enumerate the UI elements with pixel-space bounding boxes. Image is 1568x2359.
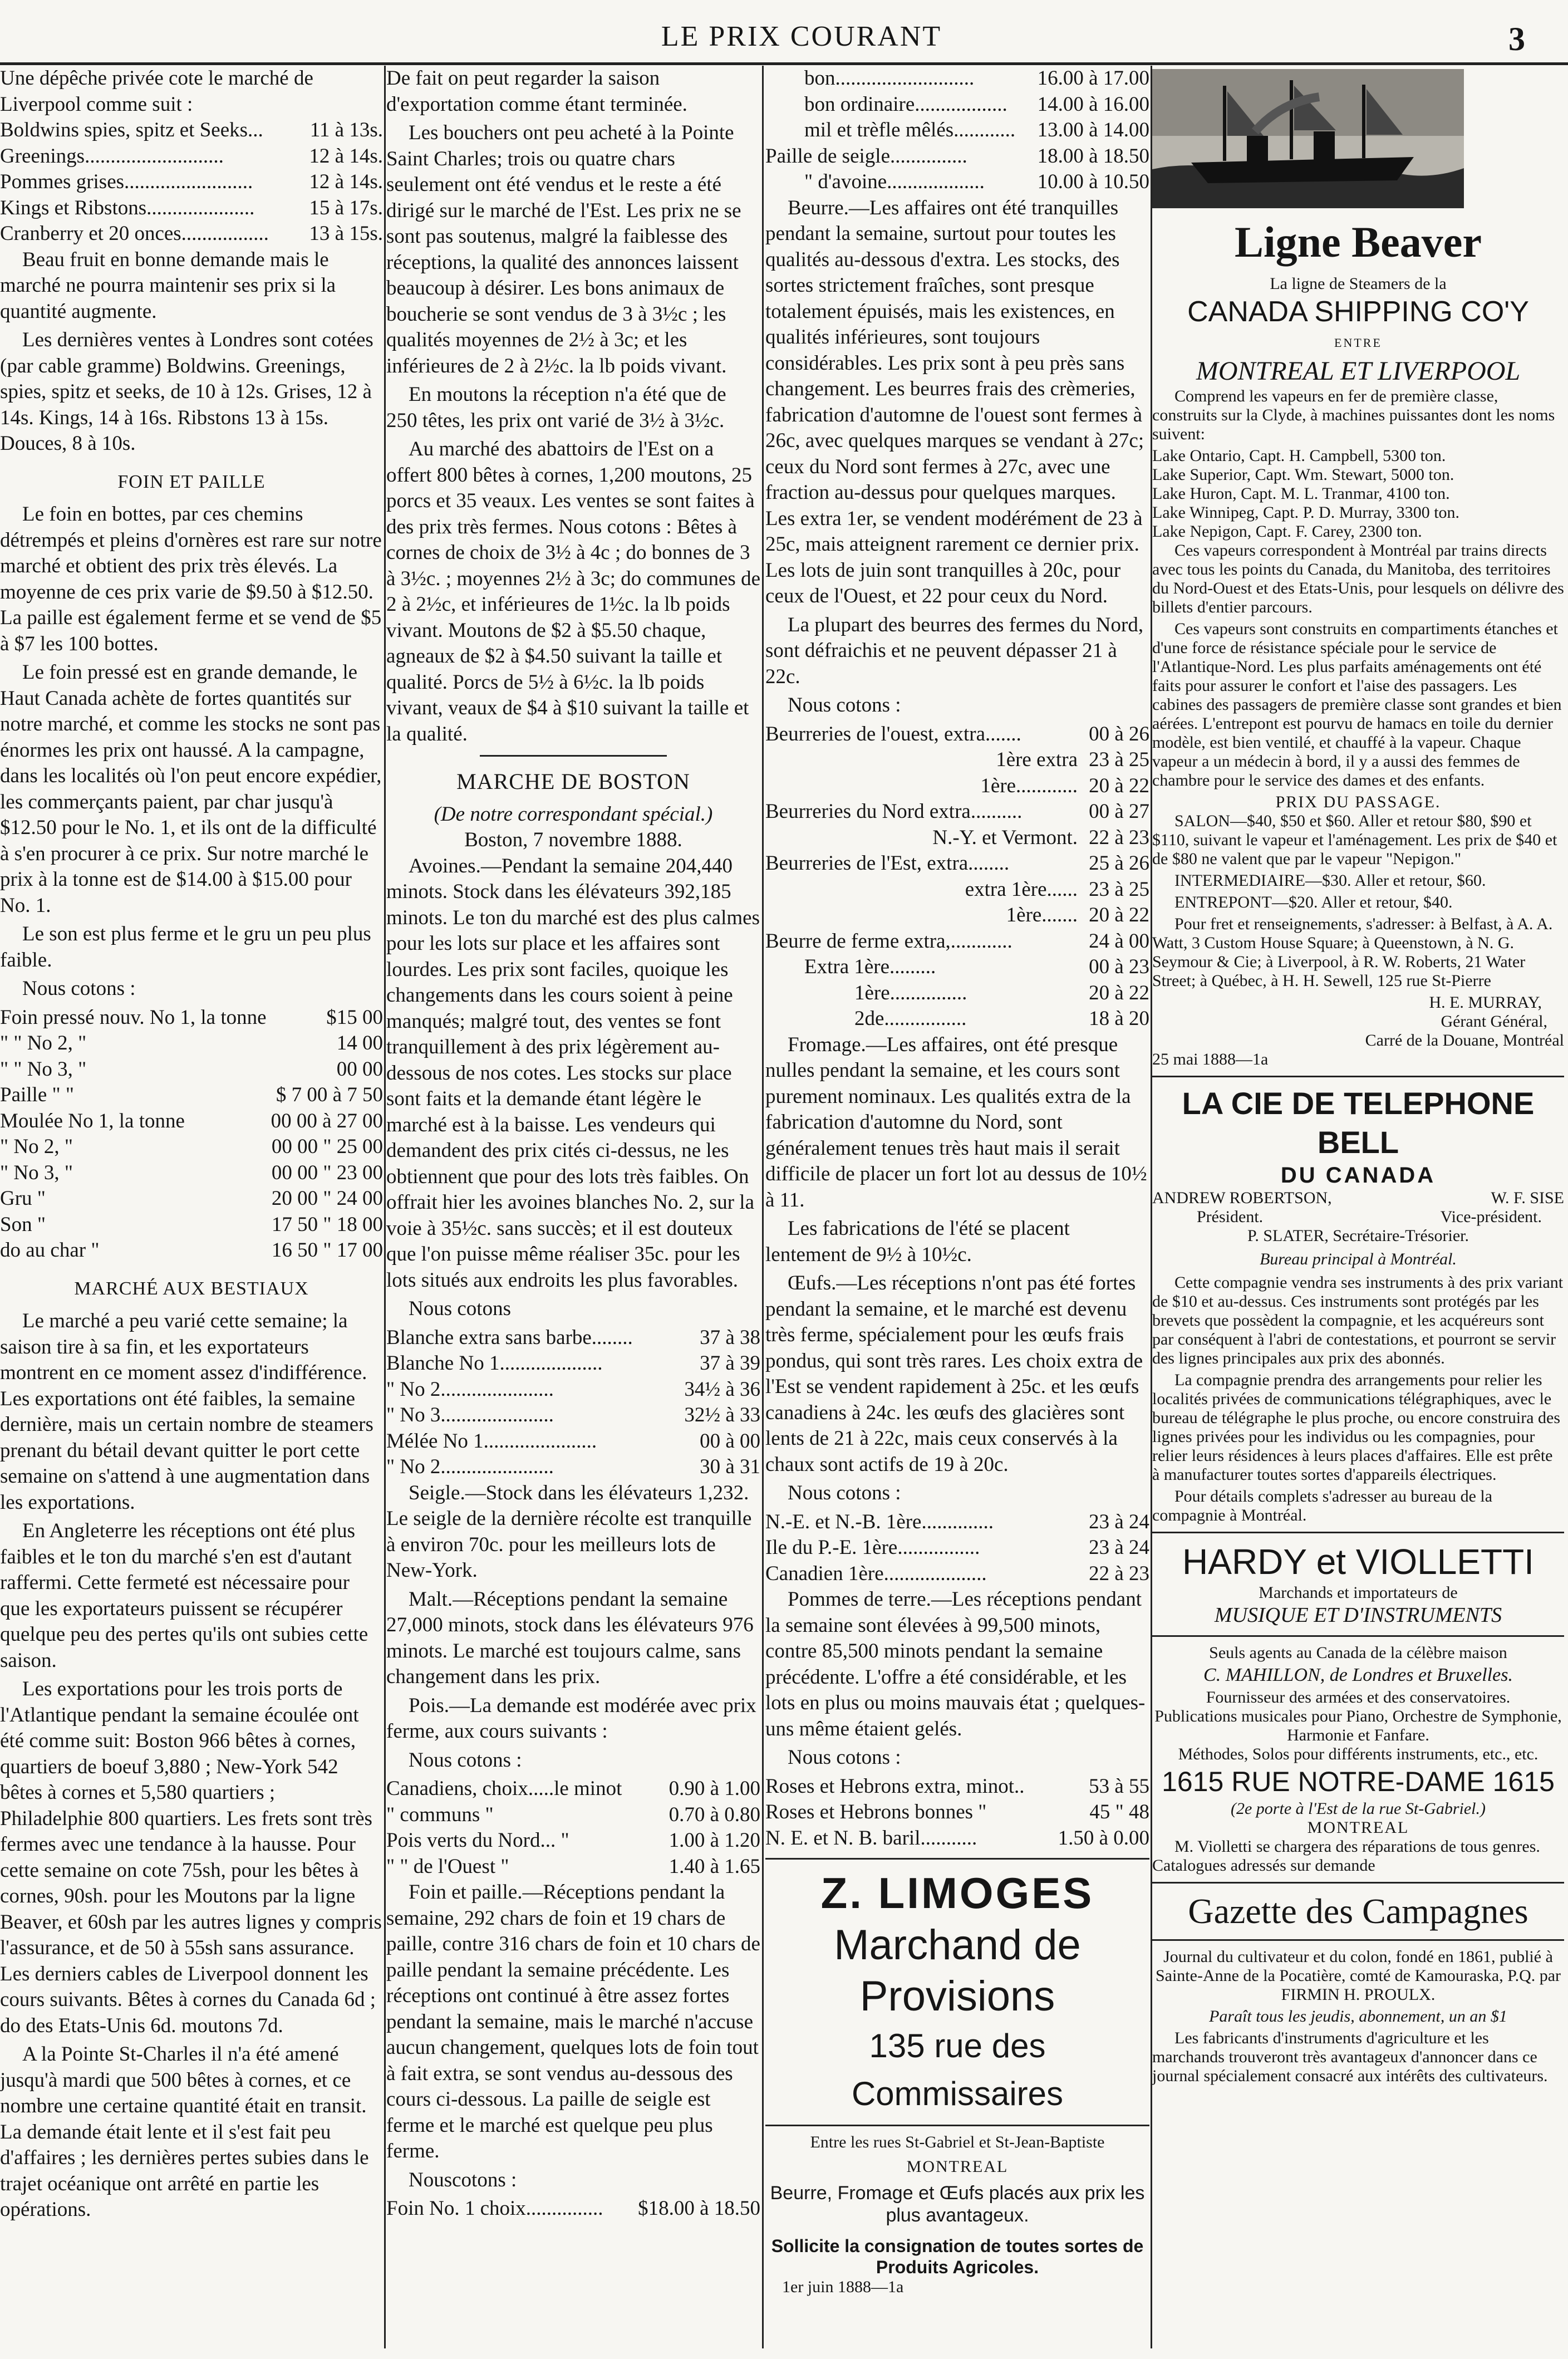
table-row xyxy=(0,1082,383,1109)
item-price: 1.50 à 0.00 xyxy=(1058,1826,1149,1850)
list-item: Lake Nepigon, Capt. F. Carey, 2300 ton. xyxy=(1152,522,1422,541)
item-price: $15 00 xyxy=(326,1006,383,1029)
item-label: 1ère............... xyxy=(854,981,967,1004)
divider xyxy=(1152,1635,1564,1637)
paragraph: Ces vapeurs correspondent à Montréal par trains directs avec tous les points du Canada, du Manitoba, des territoires du Nord-Ouest et des Etats-Unis, pour lesquels on délivre des billets d'entier parcours. xyxy=(1152,541,1564,616)
ad-city: MONTREAL xyxy=(906,2157,1009,2176)
paragraph: Fromage.—Les affaires, ont été presque nulles pendant la semaine, et les cours sont purement nominaux. Les qualités extra de la fabrication d'automne du Nord, sont généralement tenues très haut mais il serait difficile de placer un fort lot au dessus de 10½ à 11. xyxy=(765,1033,1147,1212)
hv-publications: Publications musicales pour Piano, Orchestre de Symphonie, Harmonie et Fanfare. xyxy=(1154,1707,1562,1744)
table-row xyxy=(386,1377,760,1403)
intro-line: Une dépêche privée cote le marché de xyxy=(0,67,313,90)
divider xyxy=(1152,1939,1564,1941)
paragraph: Foin et paille.—Réceptions pendant la semaine, 292 chars de foin et 19 chars de paille, contre 316 chars de foin et 10 chars de paille pendant la semaine précédente. Les réceptions ont continué à être assez fortes pendant la semaine, mais le marché n'accuse aucun changement, quelques lots de foin tout à fait extra, se sont vendus au-dessous des cours ci-dessous. La paille de seigle est ferme et le marché est quelque peu plus ferme. xyxy=(386,1881,760,2162)
table-row xyxy=(0,1160,383,1186)
item-label: Canadien 1ère.................... xyxy=(765,1562,987,1585)
item-label: N.-E. et N.-B. 1ère.............. xyxy=(765,1510,994,1533)
item-price: 1.40 à 1.65 xyxy=(669,1855,760,1878)
table-row xyxy=(386,1351,760,1377)
item-price: 00 à 27 xyxy=(1089,800,1149,823)
hv-music: MUSIQUE ET D'INSTRUMENTS xyxy=(1214,1603,1502,1627)
item-price: 30 à 31 xyxy=(700,1455,760,1478)
telephone-subtitle: DU CANADA xyxy=(1280,1163,1436,1188)
paragraph: Beurre.—Les affaires ont été tranquilles pendant la semaine, surtout pour toutes les qualités au-dessous d'extra. Les stocks, des sortes strictement fraîches, sont presque totalement épuisés, mais les existences, en qualités inférieures, sont toujours considérables. Les prix sont à peu près sans changement. Les beurres frais des crèmeries, fabrication d'automne de l'ouest sont fermes à 26c, avec quelques marques se vendant à 27c; ceux du Nord sont fermes à 27c, avec une fraction au-dessus pour quelques marques. Les extra 1er, se vendent modérément de 23 à 25c, mais atteignent rarement ce dernier prix. Les lots de juin sont tranquilles à 20c, pour ceux de l'Ouest, et 22 pour ceux du Nord. xyxy=(765,196,1144,607)
table-row xyxy=(0,144,383,170)
paragraph: Beau fruit en bonne demande mais le marché ne pourra maintenir ses prix si la quantité augmente. xyxy=(0,248,336,323)
item-label: Greenings........................... xyxy=(0,144,224,168)
quote-intro: Nouscotons : xyxy=(409,2168,517,2191)
paragraph: En Angleterre les réceptions ont été plus faibles et le ton du marché s'en est d'autant raffermi. Cette fermeté est nécessaire pour que les exportateurs puissent se récupérer quelque peu des pertes qu'ils ont subies cette saison. xyxy=(0,1519,368,1672)
hay-boston-table xyxy=(765,66,1149,195)
item-price: 45 " 48 xyxy=(1089,1801,1149,1823)
table-row xyxy=(386,1854,760,1880)
table-row xyxy=(765,1774,1149,1800)
signature-name: H. E. MURRAY, xyxy=(1429,993,1542,1012)
officer-name: W. F. SISE xyxy=(1491,1189,1564,1207)
page-number: 3 xyxy=(1508,21,1525,57)
item-price: $ 7 00 à 7 50 xyxy=(276,1083,383,1106)
item-label: " No 2...................... xyxy=(386,1455,554,1478)
item-label: Pois verts du Nord... " xyxy=(386,1829,569,1852)
table-row xyxy=(386,1776,760,1802)
table-row xyxy=(765,1535,1149,1561)
item-price: 17 50 " 18 00 xyxy=(271,1213,383,1236)
paragraph: Les exportations pour les trois ports de l'Atlantique pendant la semaine écoulée ont été comme suit: Boston 966 bêtes à cornes, quartiers de boeuf 3,880 ; New-York 542 bêtes à cornes et 5,580 quartiers ; Philadelphie 800 quartiers. Les frets sont très fermes avec une tendance à la hausse. Pour cette semaine on cote 75sh, pour les bêtes à cornes, 90sh. pour les Moutons par la ligne Beaver, et 60sh par les autres lignes y compris l'assurance, et de 50 à 55sh sans assurance. Les derniers cables de Liverpool donnent les cours suivants. Bêtes à cornes du Canada 6d ; do des Etats-Unis 6d. moutons 7d. xyxy=(0,1678,382,2037)
peas-price-table xyxy=(386,1776,760,1880)
item-price: 37 à 39 xyxy=(700,1352,760,1375)
quote-intro: Nous cotons : xyxy=(409,1748,522,1772)
steamship-illustration xyxy=(1152,69,1464,208)
list-item: Lake Superior, Capt. Wm. Stewart, 5000 ton. xyxy=(1152,465,1454,484)
item-price: 14.00 à 16.00 xyxy=(1037,92,1149,116)
column-divider xyxy=(384,66,386,2348)
item-label: do au char " xyxy=(0,1239,100,1262)
quote-intro: Nous cotons : xyxy=(22,977,136,1000)
quote-intro: Nous cotons : xyxy=(788,694,901,717)
item-price: 18 à 20 xyxy=(1089,1007,1149,1030)
item-price: 22 à 23 xyxy=(1089,1562,1149,1585)
paragraph: Les dernières ventes à Londres sont cotées (par cable gramme) Boldwins. Greenings, spies, spitz et seeks, de 10 à 12s. Grises, 12 à 14s. Kings, 14 à 16s. Ribstons 13 à 15s. Douces, 8 à 10s. xyxy=(0,328,373,455)
paragraph: INTERMEDIAIRE—$30. Aller et retour, $60. xyxy=(1174,871,1486,890)
item-price: 15 à 17s. xyxy=(309,196,383,219)
signature-title: Gérant Général, xyxy=(1441,1012,1547,1031)
item-label: Boldwins spies, spitz et Seeks... xyxy=(0,119,263,141)
item-label: " " de l'Ouest " xyxy=(386,1855,509,1878)
divider xyxy=(1152,1532,1564,1533)
hv-maker: C. MAHILLON, de Londres et Bruxelles. xyxy=(1203,1664,1513,1685)
head-office: Bureau principal à Montréal. xyxy=(1260,1250,1457,1268)
signature-date: 25 mai 1888—1a xyxy=(1152,1050,1269,1068)
item-label: Foin pressé nouv. No 1, la tonne xyxy=(0,1006,267,1029)
item-label: " " No 3, " xyxy=(0,1057,87,1081)
table-row xyxy=(765,773,1149,800)
item-label: " No 3...................... xyxy=(386,1404,554,1426)
item-label: " No 3, " xyxy=(0,1161,73,1184)
item-label: Blanche No 1.................... xyxy=(386,1352,603,1375)
table-row xyxy=(765,903,1149,929)
table-row xyxy=(765,169,1149,195)
item-label: 1ère....... xyxy=(1006,904,1078,926)
paragraph: Le foin en bottes, par ces chemins détrempés et pleins d'ornères est rare sur notre marché et obtient des prix très élevés. La moyenne de ces prix varie de $9.50 à $12.50. La paille est également ferme et se vend de $5 à $7 les 100 bottes. xyxy=(0,503,382,655)
table-row xyxy=(765,144,1149,170)
entre-label: ENTRE xyxy=(1334,335,1382,350)
paragraph: SALON—$40, $50 et $60. Aller et retour $80, $90 et $110, suivant le vapeur et l'aménagement. Les prix de $40 et de $80 ne valent que par le vapeur "Nepigon." xyxy=(1152,812,1557,868)
item-label: Beurreries de l'ouest, extra....... xyxy=(765,722,1021,746)
paragraph: Cette compagnie vendra ses instruments à des prix variant de $10 et au-dessus. Ces instruments sont protégés par les brevets que possèdent la compagnie, et les acquéreurs sont par conséquent à l'abri de contestations, et pourront se servir des lignes principales aux prix des abonnés. xyxy=(1152,1273,1564,1367)
item-label: Foin No. 1 choix............... xyxy=(386,2197,603,2220)
paragraph: Pommes de terre.—Les réceptions pendant la semaine sont élevées à 99,500 minots, contre 85,500 minots pendant la semaine précédente. L'offre a été considérable, et les lots en plus ou moins mauvais état ; quelques-uns même étaient gelés. xyxy=(765,1588,1146,1740)
item-label: Beurreries de l'Est, extra........ xyxy=(765,852,1010,875)
hv-address: 1615 RUE NOTRE-DAME 1615 xyxy=(1162,1766,1555,1797)
table-row xyxy=(765,722,1149,748)
item-price: 16.00 à 17.00 xyxy=(1037,67,1149,90)
table-row xyxy=(386,1325,760,1351)
item-label: Mélée No 1...................... xyxy=(386,1429,597,1453)
item-price: 25 à 26 xyxy=(1089,852,1149,875)
list-item: Lake Huron, Capt. M. L. Tranmar, 4100 ton. xyxy=(1152,484,1450,503)
item-label: Roses et Hebrons extra, minot.. xyxy=(765,1774,1025,1798)
paragraph: Les fabrications de l'été se placent lentement de 9½ à 10½c. xyxy=(765,1217,1070,1266)
masthead xyxy=(0,3,1568,59)
paragraph: Le foin pressé est en grande demande, le Haut Canada achète de fortes quantités sur notre marché, et comme les stocks ne sont pas énormes les prix ont haussé. A la campagne, dans les localités où l'on peut encore expédier, les commerçants paient, par char jusqu'à $12.50 pour le No. 1, et ils ont de la difficulté à s'en procurer à ce prix. Sur notre marché le prix à la tonne est de $14.00 à $15.00 pour No. 1. xyxy=(0,661,382,917)
item-price: 1.00 à 1.20 xyxy=(669,1829,760,1852)
item-price: 23 à 24 xyxy=(1089,1510,1149,1533)
table-row xyxy=(386,1402,760,1429)
company-name: CANADA SHIPPING CO'Y xyxy=(1187,295,1529,328)
table-row xyxy=(765,92,1149,118)
table-row xyxy=(765,1826,1149,1852)
item-price: 20 00 " 24 00 xyxy=(271,1187,383,1210)
hv-subtitle: Marchands et importateurs de xyxy=(1259,1583,1458,1602)
hay-price-table xyxy=(0,1005,383,1264)
table-row xyxy=(765,851,1149,877)
oats-price-table xyxy=(386,1325,760,1480)
item-label: Gru " xyxy=(0,1187,46,1210)
item-price: 16 50 " 17 00 xyxy=(271,1239,383,1262)
table-row xyxy=(0,117,383,144)
item-label: Beurreries du Nord extra.......... xyxy=(765,800,1023,823)
item-price: 00 00 xyxy=(336,1057,383,1081)
officer-name: ANDREW ROBERTSON, xyxy=(1152,1189,1332,1207)
beaver-line-title: Ligne Beaver xyxy=(1234,217,1482,266)
apple-price-table xyxy=(0,117,383,247)
item-price: 12 à 14s. xyxy=(309,144,383,168)
paragraph: Le marché a peu varié cette semaine; la saison tire à sa fin, et les exportateurs montrent en ce moment assez d'indifférence. Les exportations ont été faibles, la semaine dernière, mais un certain nombre de steamers prenant du bétail devant quitter le port cette semaine on s'attend à une augmentation dans les exportations. xyxy=(0,1310,373,1514)
table-row xyxy=(765,747,1149,773)
ad-goods: Beurre, Fromage et Œufs placés aux prix les plus avantageux. xyxy=(770,2183,1145,2226)
butter-price-table xyxy=(765,722,1149,1032)
table-row xyxy=(386,1828,760,1854)
item-label: " " No 2, " xyxy=(0,1032,87,1055)
ad-corner: Entre les rues St-Gabriel et St-Jean-Baptiste xyxy=(810,2133,1105,2151)
hv-supplier: Fournisseur des armées et des conservatoires. xyxy=(1206,1688,1511,1706)
table-row xyxy=(0,195,383,222)
divider xyxy=(480,755,667,757)
hv-methods: Méthodes, Solos pour différents instruments, etc., etc. xyxy=(1178,1745,1538,1763)
item-price: 00 à 23 xyxy=(1089,955,1149,978)
table-row xyxy=(0,1031,383,1057)
item-label: Blanche extra sans barbe........ xyxy=(386,1326,633,1349)
paragraph: En moutons la réception n'a été que de 250 têtes, les prix ont varié de 3½ à 3½c. xyxy=(386,383,726,432)
table-row xyxy=(0,1186,383,1212)
paragraph: Journal du cultivateur et du colon, fondé en 1861, publié à Sainte-Anne de la Pocatière, comté de Kamouraska, P.Q. par FIRMIN H. PROULX. xyxy=(1155,1948,1561,2004)
table-row xyxy=(765,877,1149,903)
quote-intro: Nous cotons : xyxy=(788,1482,901,1504)
table-row xyxy=(0,1134,383,1160)
dateline: Boston, 7 novembre 1888. xyxy=(464,828,682,851)
item-price: 12 à 14s. xyxy=(309,170,383,193)
paragraph: Avoines.—Pendant la semaine 204,440 minots. Stock dans les élévateurs 392,185 minots. Le ton du marché est des plus calmes pour les lots sur place et les affaires sont lourdes. Les prix sont faciles, quoique les changements dans les cours soient à peine manqués; malgré tout, des ventes se font tranquillement à des prix légèrement au-dessous de nos cotes. Les stocks sur place sont faits et la demande étant légère le marché est à la baisse. Les vendeurs qui demandent des prix cités ci-dessus, ne les obtiennent que pour des lots très faibles. On offrait hier les avoines blanches No. 2, sur la voie à 35½c. sans succès; et il est douteux que l'on puisse même réaliser 35c. pour les lots situés aux endroits les plus favorables. xyxy=(386,854,760,1292)
paragraph: Malt.—Réceptions pendant la semaine 27,000 minots, stock dans les élévateurs 976 minots. Le marché est toujours calme, sans changement dans les prix. xyxy=(386,1587,754,1688)
potato-price-table xyxy=(765,1774,1149,1852)
list-item: Lake Winnipeg, Capt. P. D. Murray, 3300 ton. xyxy=(1152,503,1460,522)
item-price: 13 à 15s. xyxy=(309,222,383,245)
table-row xyxy=(0,1238,383,1264)
item-label: " No 2...................... xyxy=(386,1377,554,1401)
paragraph: A la Pointe St-Charles il n'a été amené jusqu'à mardi que 500 bêtes à cornes, et ce nombre une certaine quantité était en transit. La demande était lente et il s'est fait peu d'affaires ; les dernières pertes subies dans le trajet océanique ont arrêté en partie les opérations. xyxy=(0,2043,369,2221)
list-item: Lake Ontario, Capt. H. Campbell, 5300 ton. xyxy=(1152,447,1446,465)
item-label: Ile du P.-E. 1ère................ xyxy=(765,1536,980,1559)
table-row xyxy=(765,954,1149,980)
item-price: 23 à 25 xyxy=(1089,748,1149,771)
table-row xyxy=(765,117,1149,144)
intro-line: Liverpool comme suit : xyxy=(0,92,193,116)
item-price: $18.00 à 18.50 xyxy=(638,2197,760,2220)
item-price: 23 à 25 xyxy=(1089,877,1149,901)
table-row xyxy=(0,1057,383,1083)
item-label: Cranberry et 20 onces................. xyxy=(0,222,269,245)
item-label: 2de................ xyxy=(854,1007,967,1030)
item-price: 18.00 à 18.50 xyxy=(1037,144,1149,168)
table-row xyxy=(765,1799,1149,1826)
section-heading: FOIN ET PAILLE xyxy=(117,471,266,492)
officer-role: Président. xyxy=(1197,1208,1264,1226)
hv-agents: Seuls agents au Canada de la célèbre maison xyxy=(1209,1643,1507,1662)
item-price: 37 à 38 xyxy=(700,1326,760,1349)
item-price: 0.70 à 0.80 xyxy=(669,1803,760,1826)
item-label: bon ordinaire.................. xyxy=(804,92,1007,116)
item-price: 00 00 " 25 00 xyxy=(271,1135,383,1158)
item-price: 10.00 à 10.50 xyxy=(1037,170,1149,193)
section-heading: MARCHE DE BOSTON xyxy=(456,769,690,794)
table-row xyxy=(0,1005,383,1031)
item-price: 20 à 22 xyxy=(1089,981,1149,1004)
table-row xyxy=(0,169,383,195)
table-row xyxy=(765,1561,1149,1587)
hv-city: MONTREAL xyxy=(1307,1818,1409,1837)
table-row xyxy=(765,825,1149,851)
table-row xyxy=(765,929,1149,955)
paragraph: M. Violletti se chargera des réparations de tous genres. Catalogues adressés sur demande xyxy=(1152,1837,1540,1875)
item-label: Roses et Hebrons bonnes " xyxy=(765,1801,987,1823)
item-price: 00 00 à 27 00 xyxy=(271,1109,383,1132)
paragraph: De fait on peut regarder la saison d'exportation comme étant terminée. xyxy=(386,67,687,116)
table-row xyxy=(765,66,1149,92)
ship-list xyxy=(1152,447,1564,541)
paragraph: Pour détails complets s'adresser au bureau de la compagnie à Montréal. xyxy=(1152,1487,1493,1524)
item-label: Kings et Ribstons..................... xyxy=(0,196,255,219)
telephone-title: LA CIE DE TELEPHONE BELL xyxy=(1182,1086,1535,1160)
item-label: bon........................... xyxy=(804,67,975,90)
item-price: 22 à 23 xyxy=(1089,826,1149,849)
table-row xyxy=(386,2196,760,2222)
item-price: 20 à 22 xyxy=(1089,774,1149,797)
item-price: 14 00 xyxy=(336,1032,383,1055)
item-label: mil et trèfle mêlés............ xyxy=(804,119,1016,141)
column-3 xyxy=(765,66,1149,2348)
divider xyxy=(1152,1076,1564,1077)
item-price: 11 à 13s. xyxy=(309,119,383,141)
table-row xyxy=(0,1212,383,1238)
paragraph: Pour fret et renseignements, s'adresser: à Belfast, à A. A. Watt, 3 Custom House Square; à Queenstown, à N. G. Seymour & Cie; à Liverpool, à R. W. Roberts, 21 Water Street; à Québec, à H. H. Sewell, 125 rue St-Pierre xyxy=(1152,915,1553,990)
officers-row xyxy=(1152,1189,1564,1208)
column-divider xyxy=(762,66,764,2348)
item-price: 00 à 26 xyxy=(1089,722,1149,746)
ad-sollicit: Sollicite la consignation de toutes sortes de Produits Agricoles. xyxy=(771,2236,1144,2277)
steamers-line: La ligne de Steamers de la xyxy=(1270,274,1447,293)
item-price: 32½ à 33 xyxy=(684,1404,760,1426)
item-label: extra 1ère...... xyxy=(965,877,1078,901)
ad-date: 1er juin 1888—1a xyxy=(782,2278,904,2296)
item-price: 0.90 à 1.00 xyxy=(669,1777,760,1800)
item-price: 13.00 à 14.00 xyxy=(1037,119,1149,141)
item-price: 34½ à 36 xyxy=(684,1377,760,1401)
paragraph: Au marché des abattoirs de l'Est on a offert 800 bêtes à cornes, 1,200 moutons, 25 porcs et 35 veaux. Les ventes se sont faites à des prix très fermes. Nous cotons : Bêtes à cornes de choix de 3½ à 4c ; do bonnes de 3 à 3½c. ; moyennes 2½ à 3c; do communes de 2 à 2½c, et inférieures de 1½c. la lb poids vivant. Moutons de $2 à $5.50 chaque, agneaux de $2 à $4.50 suivant la taille et qualité. Porcs de 5½ à 6½c. la lb poids vivant, veaux de $4 à $10 suivant la taille et la qualité. xyxy=(386,438,760,746)
item-label: Paille de seigle............... xyxy=(765,144,967,168)
table-row xyxy=(765,980,1149,1007)
paragraph: La compagnie prendra des arrangements pour relier les localités privées de communications télégraphiques, avec le bureau de télégraphe le plus proche, ou encore construira des lignes privées pour les individus ou les compagnies, pour relier leurs résidences à leurs places d'affaires. Elle est prête à manufacturer toutes sortes d'appareils électriques. xyxy=(1152,1371,1561,1484)
paragraph: Ces vapeurs sont construits en compartiments étanches et d'une force de résistance spéciale pour le service de l'Atlantique-Nord. Les plus parfaits aménagements ont été faits pour assurer le confort et l'aise des passagers. Les cabines des passagers de première classe sont grandes et bien aérées. L'entrepont est pourvu de hamacs en toile du dernier modèle, est bien ventilé, et chauffé à la vapeur. Chaque vapeur a un médecin à bord, il y a aussi des femmes de chambre pour le service des dames et des enfants. xyxy=(1152,620,1562,789)
masthead-rule xyxy=(0,62,1568,65)
paragraph: Le son est plus ferme et le gru un peu plus faible. xyxy=(0,923,371,972)
item-label: Extra 1ère......... xyxy=(804,955,936,978)
gazette-title: Gazette des Campagnes xyxy=(1188,1891,1528,1931)
paragraph: Œufs.—Les réceptions n'ont pas été fortes pendant la semaine, et le marché est devenu très ferme, spécialement pour les œufs frais pondus, qui sont très rares. Les choix extra de l'Est se vendent rapidement à 25c. et les œufs canadiens à 24c. les œufs des glacières sont lents de 21 à 22c, mais ceux conservés à la chaux sont actifs de 19 à 20c. xyxy=(765,1272,1143,1476)
column-2 xyxy=(386,66,760,2348)
item-price: 00 à 00 xyxy=(700,1429,760,1453)
paragraph: ENTREPONT—$20. Aller et retour, $40. xyxy=(1174,893,1453,911)
ad-merchant-address: 135 rue des Commissaires xyxy=(851,2027,1064,2112)
quote-intro: Nous cotons xyxy=(409,1297,511,1320)
correspondent-note: (De notre correspondant spécial.) xyxy=(434,802,713,826)
quote-intro: Nous cotons : xyxy=(788,1746,901,1769)
route: MONTREAL ET LIVERPOOL xyxy=(1196,356,1521,386)
hv-door: (2e porte à l'Est de la rue St-Gabriel.) xyxy=(1231,1799,1486,1818)
column-1 xyxy=(0,66,383,2348)
hardy-violletti-title: HARDY et VIOLLETTI xyxy=(1182,1542,1534,1582)
item-label: " d'avoine................... xyxy=(804,170,985,193)
item-price: 24 à 00 xyxy=(1089,929,1149,953)
paragraph: Seigle.—Stock dans les élévateurs 1,232. Le seigle de la dernière récolte est tranquille à environ 70c. pour les meilleurs lots de New-York. xyxy=(386,1481,752,1582)
section-heading: MARCHÉ AUX BESTIAUX xyxy=(74,1278,309,1299)
item-price: 53 à 55 xyxy=(1089,1774,1149,1798)
paragraph: Comprend les vapeurs en fer de première classe, construits sur la Clyde, à machines puissantes dont les noms suivent: xyxy=(1152,387,1555,443)
item-label: " communs " xyxy=(386,1803,494,1826)
item-label: Son " xyxy=(0,1213,46,1236)
item-label: Canadiens, choix.....le minot xyxy=(386,1777,622,1800)
table-row xyxy=(765,1509,1149,1536)
divider xyxy=(765,2125,1149,2126)
item-label: Moulée No 1, la tonne xyxy=(0,1109,185,1132)
item-price: 20 à 22 xyxy=(1089,904,1149,926)
column-4 xyxy=(1152,66,1564,2348)
ad-border-top xyxy=(765,1858,1149,1860)
signature-address: Carré de la Douane, Montréal xyxy=(1365,1031,1564,1049)
table-row xyxy=(765,799,1149,825)
officer-role: Vice-président. xyxy=(1440,1208,1542,1226)
eggs-price-table xyxy=(765,1509,1149,1587)
officer-name: P. SLATER, Secrétaire-Trésorier. xyxy=(1247,1227,1469,1245)
paragraph: Les fabricants d'instruments d'agriculture et les marchands trouveront très avantageux d'annoncer dans ce journal spécialement consacré aux intérêts des cultivateurs. xyxy=(1152,2029,1548,2085)
item-label: " No 2, " xyxy=(0,1135,73,1158)
paragraph: Paraît tous les jeudis, abonnement, un an $1 xyxy=(1209,2007,1507,2025)
item-label: Pommes grises......................... xyxy=(0,170,253,193)
item-price: 00 00 " 23 00 xyxy=(271,1161,383,1184)
section-heading: PRIX DU PASSAGE. xyxy=(1275,793,1441,811)
table-row xyxy=(386,1454,760,1480)
table-row xyxy=(765,1006,1149,1032)
officers-row xyxy=(1152,1208,1564,1227)
newspaper-title: LE PRIX COURANT xyxy=(661,21,942,52)
paragraph: Les bouchers ont peu acheté à la Pointe Saint Charles; trois ou quatre chars seulement ont été vendus et le reste a été dirigé sur le marché de l'Est. Les prix ne se sont pas soutenus, malgré la faiblesse des réceptions, la qualité des annonces laissent beaucoup à désirer. Les bons animaux de boucherie se sont vendus de 3 à 3½c ; les qualités moyennes de 2½ à 3c; et les inférieures de 2 à 2½c. la lb poids vivant. xyxy=(386,121,741,377)
ad-merchant-name: Z. LIMOGES xyxy=(820,1868,1094,1917)
item-label: Beurre de ferme extra,............ xyxy=(765,929,1012,953)
item-label: 1ère extra xyxy=(996,748,1078,771)
item-price: 23 à 24 xyxy=(1089,1536,1149,1559)
table-row xyxy=(386,1429,760,1455)
item-label: 1ère............ xyxy=(980,774,1078,797)
paragraph: Pois.—La demande est modérée avec prix ferme, aux cours suivants : xyxy=(386,1694,756,1743)
item-label: Paille " " xyxy=(0,1083,74,1106)
ad-merchant-trade: Marchand de Provisions xyxy=(834,1921,1081,2020)
item-label: N. E. et N. B. baril........... xyxy=(765,1826,977,1850)
table-row xyxy=(386,1802,760,1828)
paragraph: La plupart des beurres des fermes du Nord, sont défraichis et ne peuvent dépasser 21 à 22c. xyxy=(765,613,1144,688)
table-row xyxy=(0,1109,383,1135)
table-row xyxy=(0,221,383,247)
divider xyxy=(1152,1882,1564,1884)
item-label: N.-Y. et Vermont. xyxy=(932,826,1078,849)
